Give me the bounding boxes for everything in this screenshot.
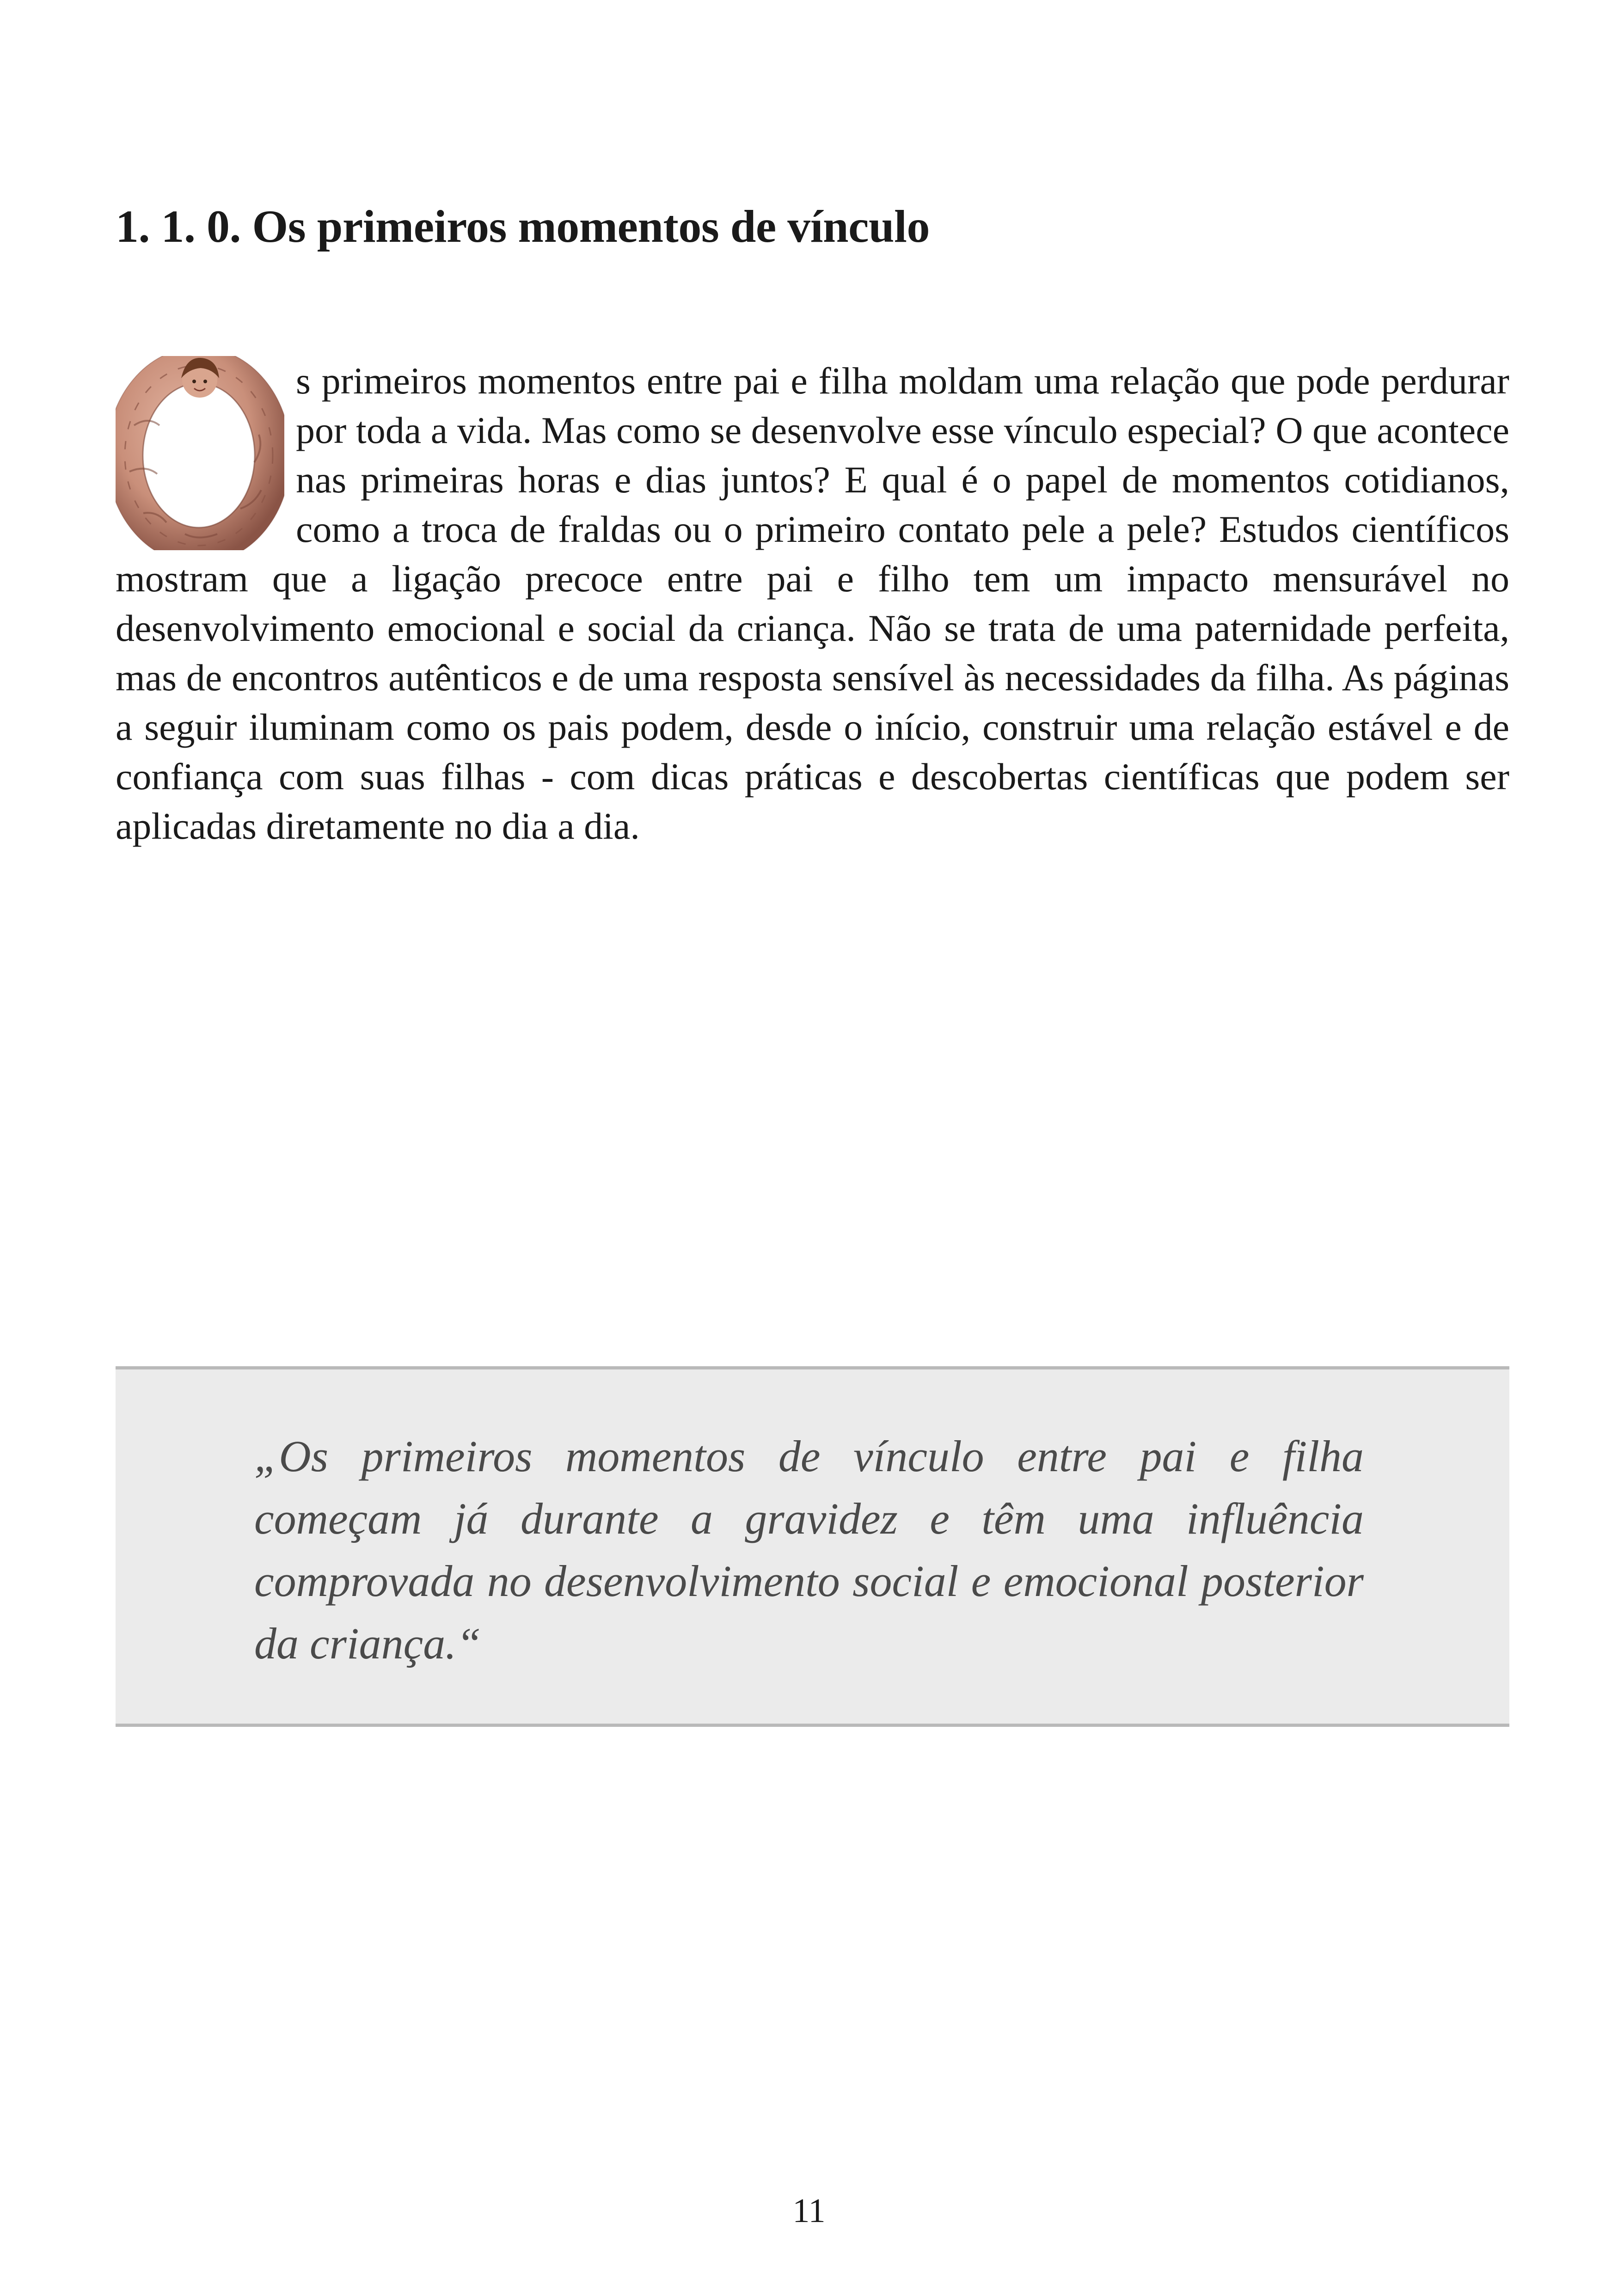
body-paragraph: s primeiros momentos entre pai e filha moldam uma relação que pode perdurar por toda a vida. Mas como se desenvolve esse vínculo especial? O que acontece nas primeiras horas e dias juntos? E qual é o papel de momentos cotidianos, como a troca de fraldas ou o primeiro contato pele a pele? Estudos científicos mostram que a ligação precoce entre pai e filho tem um impacto mensurável no desenvolvimento emocional e social da criança. Não se trata de uma paternidade perfeita, mas de encontros autênticos e de uma resposta sensível às necessidades da filha. As páginas a seguir iluminam como os pais podem, desde o início, construir uma relação estável e de confiança com suas filhas - com dicas práticas e descobertas científicas que podem ser aplicadas diretamente no dia a dia.: [116, 360, 1509, 847]
dropcap-o-icon: [116, 356, 284, 550]
section-heading: 1. 1. 0. Os primeiros momentos de vínculo: [116, 201, 930, 252]
quote-box: [116, 1366, 1509, 1727]
page-number: 11: [792, 2192, 826, 2230]
body-paragraph-container: [116, 356, 1509, 851]
letter-o-of-hands-icon: [116, 356, 284, 550]
pull-quote: „Os primeiros momentos de vínculo entre pai e filha começam já durante a gravidez e têm uma influência comprovada no desenvolvimento social e emocional posterior da criança.“: [254, 1431, 1364, 1668]
